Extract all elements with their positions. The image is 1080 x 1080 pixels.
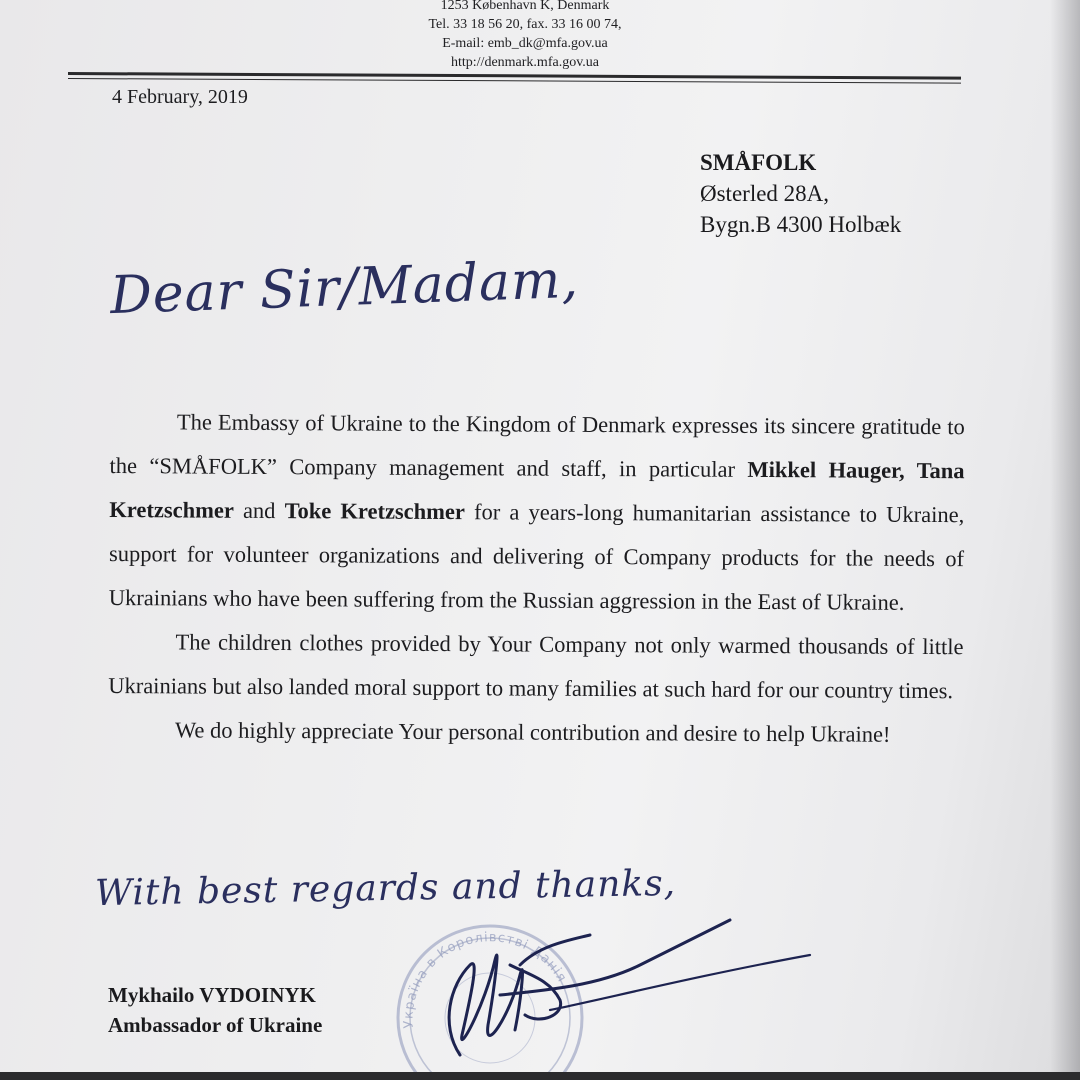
body-p1-names-1: Mikkel Hauger, Tana Kretzschmer	[109, 456, 965, 523]
addressee-city: Bygn.B 4300 Holbæk	[700, 212, 902, 237]
letterhead-email: E-mail: emb_dk@mfa.gov.ua	[442, 36, 608, 51]
addressee-street: Østerled 28A,	[700, 181, 830, 206]
body-paragraph-1	[109, 400, 965, 625]
addressee-name: SMÅFOLK	[700, 150, 817, 175]
body-p1-and: and	[233, 497, 285, 524]
body-p1-names-2: Toke Kretzschmer	[284, 498, 466, 525]
signatory-title: Ambassador of Ukraine	[108, 1013, 323, 1037]
bottom-background	[0, 1072, 1080, 1080]
body-p1-intro: The Embassy of Ukraine to the Kingdom of Denmark expresses its sincere gratitude to the “SMÅFOLK” Company management and staff, in particular	[109, 409, 965, 482]
handwritten-salutation: Dear Sir/Madam,	[109, 249, 580, 327]
ambassador-signature	[400, 905, 820, 1075]
handwritten-closing: With best regards and thanks,	[94, 862, 677, 915]
letterhead-web: http://denmark.mfa.gov.ua	[451, 55, 599, 70]
body-paragraph-2: The children clothes provided by Your Company not only warmed thousands of little Ukrainians but also landed moral support to many families at such hard for our country times.	[108, 629, 964, 704]
page-edge-shadow	[1050, 0, 1080, 1080]
signatory-block	[108, 980, 322, 1040]
letterhead-address: 1253 København K, Denmark	[440, 0, 610, 13]
addressee-block	[700, 147, 901, 240]
letter-date: 4 February, 2019	[112, 86, 248, 108]
letterhead-phone: Tel. 33 18 56 20, fax. 33 16 00 74,	[428, 17, 622, 32]
body-paragraph-3: We do highly appreciate Your personal contribution and desire to help Ukraine!	[174, 717, 891, 747]
stamp-text: Україна в Королівстві Данія	[401, 930, 570, 1029]
body-p1-rest: for a years-long humanitarian assistance to Ukraine, support for volunteer organizations and delivering of Company products for the needs of Ukrainians who have been suffering from the Russian aggression in the East of Ukraine.	[108, 499, 965, 615]
letterhead	[300, 0, 750, 72]
signatory-name: Mykhailo VYDOINYK	[108, 983, 316, 1007]
letter-body	[108, 400, 965, 757]
